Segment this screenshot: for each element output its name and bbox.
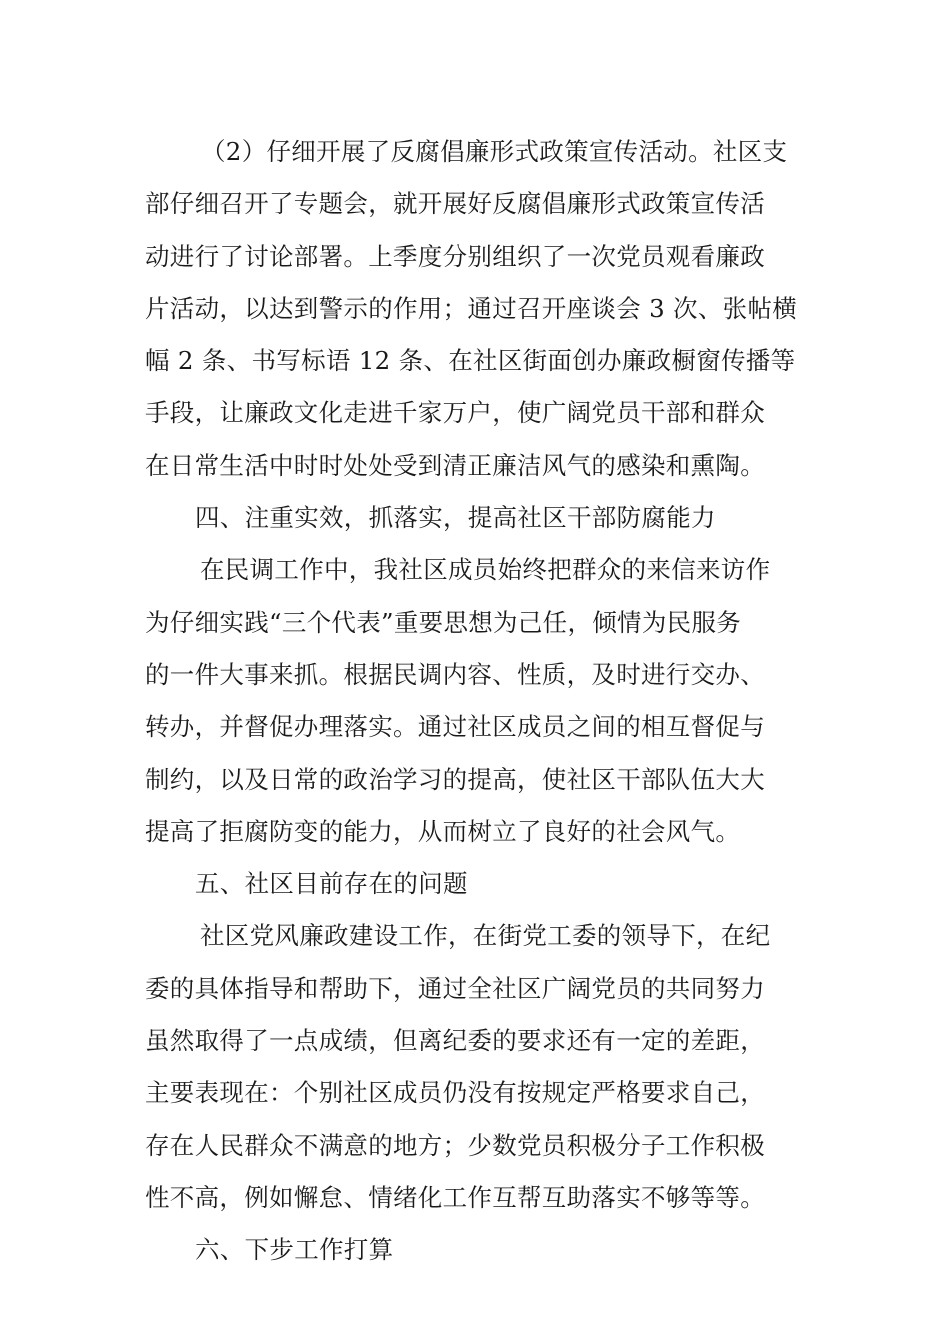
paragraph-propaganda-activity	[145, 126, 810, 492]
text-line: 委的具体指导和帮助下，通过全社区广阔党员的共同努力	[145, 973, 765, 1003]
text-line: 手段，让廉政文化走进千家万户，使广阔党员干部和群众	[145, 398, 765, 428]
text-line: 性不高，例如懈怠、情绪化工作互帮互助落实不够等等。	[145, 1182, 765, 1212]
text-line: 片活动，以达到警示的作用；通过召开座谈会 3 次、张帖横	[145, 293, 798, 323]
text-line: 提高了拒腐防变的能力，从而树立了良好的社会风气。	[145, 816, 741, 846]
document-body	[145, 126, 810, 1277]
section-heading-five	[145, 858, 810, 910]
text-line: 存在人民群众不满意的地方；少数党员积极分子工作积极	[145, 1130, 765, 1160]
text-line: 动进行了讨论部署。上季度分别组织了一次党员观看廉政	[145, 241, 765, 271]
heading-line: 六、下步工作打算	[195, 1235, 394, 1265]
text-line: 制约，以及日常的政治学习的提高，使社区干部队伍大大	[145, 764, 765, 794]
text-line: 幅 2 条、书写标语 12 条、在社区街面创办廉政橱窗传播等	[145, 346, 796, 376]
paragraph-mediation-work	[145, 544, 810, 858]
section-heading-four	[145, 492, 810, 544]
section-heading-six	[145, 1224, 810, 1276]
text-line: 虽然取得了一点成绩，但离纪委的要求还有一定的差距，	[145, 1026, 765, 1056]
heading-line: 五、社区目前存在的问题	[195, 869, 468, 899]
text-line: （2）仔细开展了反腐倡廉形式政策宣传活动。社区支	[201, 137, 788, 166]
text-line: 社区党风廉政建设工作，在街党工委的领导下，在纪	[200, 921, 771, 951]
paragraph-existing-problems	[145, 910, 810, 1224]
text-line: 在民调工作中，我社区成员始终把群众的来信来访作	[200, 555, 771, 585]
heading-line: 四、注重实效，抓落实，提高社区干部防腐能力	[195, 503, 716, 533]
text-line: 主要表现在：个别社区成员仍没有按规定严格要求自己，	[145, 1078, 765, 1108]
text-line: 为仔细实践“三个代表”重要思想为己任，倾情为民服务	[145, 607, 742, 637]
text-line: 的一件大事来抓。根据民调内容、性质，及时进行交办、	[145, 659, 765, 689]
text-line: 在日常生活中时时处处受到清正廉洁风气的感染和熏陶。	[145, 450, 765, 480]
text-line: 转办，并督促办理落实。通过社区成员之间的相互督促与	[145, 712, 765, 742]
text-line: 部仔细召开了专题会，就开展好反腐倡廉形式政策宣传活	[145, 189, 765, 219]
